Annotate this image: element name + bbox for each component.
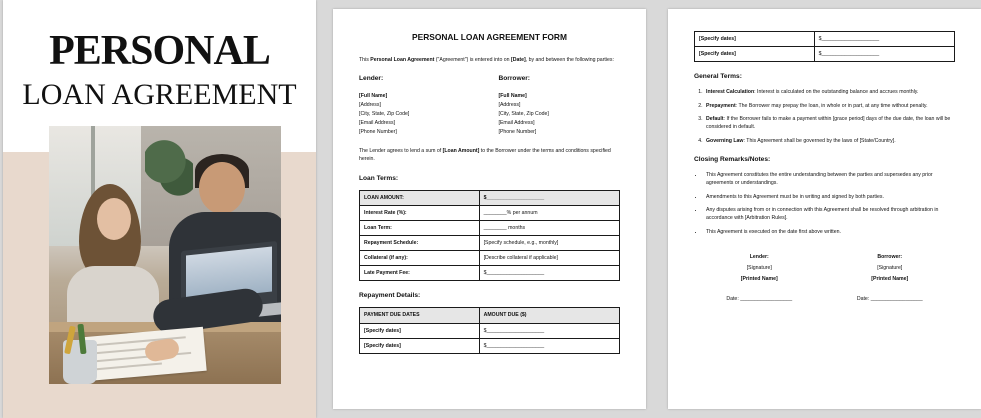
repayment-details-heading: Repayment Details:	[359, 292, 421, 300]
borrower-date: Date: __________________	[856, 295, 923, 302]
list-item	[704, 88, 955, 96]
closing-remarks-list	[704, 171, 955, 236]
borrower-signature-line: [Signature]	[877, 264, 903, 271]
collateral-value: [Describe collateral if applicable]	[479, 251, 619, 266]
table-row	[360, 220, 620, 235]
interest-rate-label: Interest Rate (%):	[360, 205, 480, 220]
payment-date-1: [Specify dates]	[360, 338, 480, 353]
sum-text-1: The Lender agrees to lend a sum of	[359, 148, 443, 155]
parties-section	[359, 74, 620, 137]
lender-line-2: [City, State, Zip Code]	[359, 110, 410, 117]
borrower-line-3: [Email Address]	[498, 119, 535, 126]
borrower-line-0: [Full Name]	[498, 92, 527, 99]
table-row	[695, 32, 955, 47]
late-fee-value: $____________________	[479, 266, 619, 281]
repayment-table	[359, 307, 620, 353]
repayment-schedule-value: [Specify schedule, e.g., monthly]	[479, 236, 619, 251]
table-row	[360, 266, 620, 281]
intro-text-1: This	[359, 57, 371, 64]
table-row	[360, 323, 620, 338]
table-row	[695, 47, 955, 62]
lender-line-1: [Address]	[359, 101, 381, 108]
payment-date-3: [Specify dates]	[695, 47, 815, 62]
payment-due-dates-header: PAYMENT DUE DATES	[360, 308, 480, 323]
repayment-schedule-label: Repayment Schedule:	[360, 236, 480, 251]
table-row	[360, 190, 620, 205]
loan-amount-label: LOAN AMOUNT:	[360, 190, 480, 205]
borrower-signature-block	[825, 252, 956, 285]
borrower-sign-heading: Borrower:	[877, 254, 903, 260]
lender-printed-name: [Printed Name]	[740, 275, 778, 282]
loan-terms-heading: Loan Terms:	[359, 174, 399, 182]
term-bold-1: Prepayment	[706, 102, 736, 109]
intro-bold-agreement: Personal Loan Agreement	[370, 57, 435, 64]
agreement-page-1	[333, 9, 646, 409]
payment-amount-1: $____________________	[479, 338, 619, 353]
collateral-label: Collateral (if any):	[360, 251, 480, 266]
loan-amount-value: $____________________	[479, 190, 619, 205]
list-item	[704, 102, 955, 110]
sum-bold-amount: [Loan Amount]	[442, 148, 480, 155]
table-row	[360, 205, 620, 220]
signature-section	[694, 252, 955, 285]
loan-term-value: ________ months	[479, 220, 619, 235]
loan-sum-paragraph	[359, 147, 620, 164]
repayment-table-continued	[694, 31, 955, 62]
borrower-printed-name: [Printed Name]	[871, 275, 909, 282]
lender-line-3: [Email Address]	[359, 119, 396, 126]
amount-due-header: AMOUNT DUE ($)	[479, 308, 619, 323]
term-bold-2: Default	[706, 115, 724, 122]
lender-heading: Lender:	[359, 75, 384, 83]
term-bold-0: Interest Calculation	[706, 89, 755, 96]
cover-subtitle: LOAN AGREEMENT	[22, 78, 297, 111]
borrower-line-4: [Phone Number]	[498, 128, 537, 135]
lender-line-0: [Full Name]	[359, 92, 388, 99]
list-item: • Amendments to this Agreement must be in writing and signed by both parties.	[704, 193, 955, 201]
table-row	[360, 251, 620, 266]
intro-paragraph	[359, 56, 620, 64]
general-terms-heading: General Terms:	[694, 73, 742, 81]
late-fee-label: Late Payment Fee:	[360, 266, 480, 281]
list-item: • This Agreement is executed on the date first above written.	[704, 228, 955, 236]
cover-page	[3, 0, 316, 418]
payment-amount-3: $____________________	[814, 47, 954, 62]
page-title: PERSONAL LOAN AGREEMENT FORM	[412, 32, 567, 42]
loan-terms-table	[359, 190, 620, 281]
payment-date-2: [Specify dates]	[695, 32, 815, 47]
payment-date-0: [Specify dates]	[360, 323, 480, 338]
borrower-line-2: [City, State, Zip Code]	[498, 110, 549, 117]
table-row	[360, 236, 620, 251]
table-header-row	[360, 308, 620, 323]
date-section	[694, 295, 955, 303]
general-terms-list	[704, 88, 955, 145]
payment-amount-0: $____________________	[479, 323, 619, 338]
lender-sign-heading: Lender:	[749, 254, 769, 260]
interest-rate-value: ________% per annum	[479, 205, 619, 220]
payment-amount-2: $____________________	[814, 32, 954, 47]
term-bold-3: Governing Law	[706, 137, 744, 144]
list-item: • Any disputes arising from or in connection with this Agreement shall be resolved through arbitration in accordance with [Arbitration Rules].	[704, 206, 955, 223]
closing-remarks-heading: Closing Remarks/Notes:	[694, 155, 771, 163]
list-item: • This Agreement constitutes the entire understanding between the parties and supersedes any prior agreements or understandings.	[704, 171, 955, 188]
agreement-page-2	[668, 9, 981, 409]
table-row	[360, 338, 620, 353]
lender-block	[359, 74, 481, 137]
intro-text-2: ("Agreement") is entered into on	[434, 57, 511, 64]
borrower-block	[499, 74, 621, 137]
intro-text-3: , by and between the following parties:	[525, 57, 614, 64]
lender-date: Date: __________________	[726, 295, 793, 302]
sum-text-2: to the Borrower under the terms and conditions specified herein.	[359, 148, 611, 163]
lender-signature-line: [Signature]	[746, 264, 772, 271]
cover-photo	[49, 126, 281, 384]
term-text-1: : The Borrower may prepay the loan, in whole or in part, at any time without penalty.	[735, 102, 928, 109]
loan-term-label: Loan Term:	[360, 220, 480, 235]
list-item	[704, 137, 955, 145]
intro-bold-date: [Date]	[510, 57, 526, 64]
term-text-2: : If the Borrower fails to make a payment within [grace period] days of the due date, the loan will be considered in default.	[706, 115, 951, 131]
lender-signature-block	[694, 252, 825, 285]
borrower-heading: Borrower:	[498, 75, 531, 83]
cover-title: PERSONAL	[49, 28, 270, 74]
list-item	[704, 115, 955, 132]
lender-line-4: [Phone Number]	[359, 128, 397, 135]
borrower-line-1: [Address]	[498, 101, 521, 108]
term-text-0: : Interest is calculated on the outstanding balance and accrues monthly.	[754, 89, 919, 96]
term-text-3: : This Agreement shall be governed by the laws of [State/Country].	[743, 137, 896, 144]
